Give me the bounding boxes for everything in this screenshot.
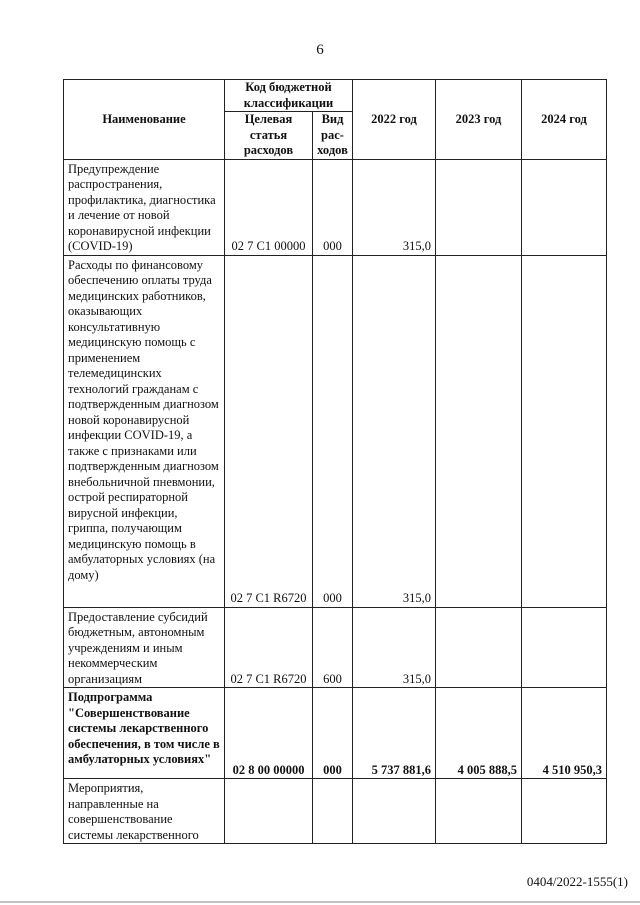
header-code-group: Код бюджетной классификации [225, 80, 353, 112]
row-kind: 000 [313, 255, 353, 607]
table-row [64, 255, 607, 607]
row-2023 [436, 779, 522, 844]
row-name: Предупреждение распространения, профилактика, диагностика и лечение от новой коронавирусной инфекции (COVID-19) [64, 159, 225, 255]
row-2022 [353, 779, 436, 844]
row-kind: 000 [313, 159, 353, 255]
row-kind [313, 779, 353, 844]
table-row [64, 159, 607, 255]
row-2024 [522, 779, 607, 844]
row-2022: 315,0 [353, 607, 436, 688]
row-name: Расходы по финансовому обеспечению оплаты труда медицинских работников, оказывающих консультативную медицинскую помощь с применением телемедицинских технологий гражданам с подтвержденным диагнозом новой коронавирусной инфекции COVID-19, а также с признаками или подтвержденным диагнозом внебольничной пневмонии, острой респираторной вирусной инфекции, гриппа, получающим медицинскую помощь в амбулаторных условиях (на дому) [64, 255, 225, 607]
page-number: 6 [316, 42, 324, 58]
row-name: Подпрограмма "Совершенствование системы лекарственного обеспечения, в том числе в амбулаторных условиях" [64, 688, 225, 779]
table-row [64, 779, 607, 844]
row-kind: 600 [313, 607, 353, 688]
table-row-subprogram [64, 688, 607, 779]
header-target: Целевая статья расходов [225, 112, 313, 160]
scan-edge-divider [0, 901, 640, 903]
row-kind: 000 [313, 688, 353, 779]
row-2022: 315,0 [353, 159, 436, 255]
table-row [64, 607, 607, 688]
row-2023 [436, 607, 522, 688]
row-target: 02 7 C1 R6720 [225, 607, 313, 688]
document-number: 0404/2022-1555(1) [526, 874, 628, 889]
header-2022: 2022 год [353, 80, 436, 160]
row-2024 [522, 607, 607, 688]
header-2023: 2023 год [436, 80, 522, 160]
row-2022: 315,0 [353, 255, 436, 607]
row-2022: 5 737 881,6 [353, 688, 436, 779]
row-target: 02 7 C1 00000 [225, 159, 313, 255]
row-target: 02 8 00 00000 [225, 688, 313, 779]
row-name: Мероприятия, направленные на совершенствование системы лекарственного [64, 779, 225, 844]
row-2024 [522, 159, 607, 255]
header-2024: 2024 год [522, 80, 607, 160]
row-target: 02 7 C1 R6720 [225, 255, 313, 607]
header-name: Наименование [64, 80, 225, 160]
row-target [225, 779, 313, 844]
row-2023 [436, 159, 522, 255]
row-2023: 4 005 888,5 [436, 688, 522, 779]
row-2023 [436, 255, 522, 607]
header-kind: Вид рас-ходов [313, 112, 353, 160]
budget-table [63, 79, 607, 844]
row-2024: 4 510 950,3 [522, 688, 607, 779]
row-2024 [522, 255, 607, 607]
row-name: Предоставление субсидий бюджетным, автономным учреждениям и иным некоммерческим организациям [64, 607, 225, 688]
